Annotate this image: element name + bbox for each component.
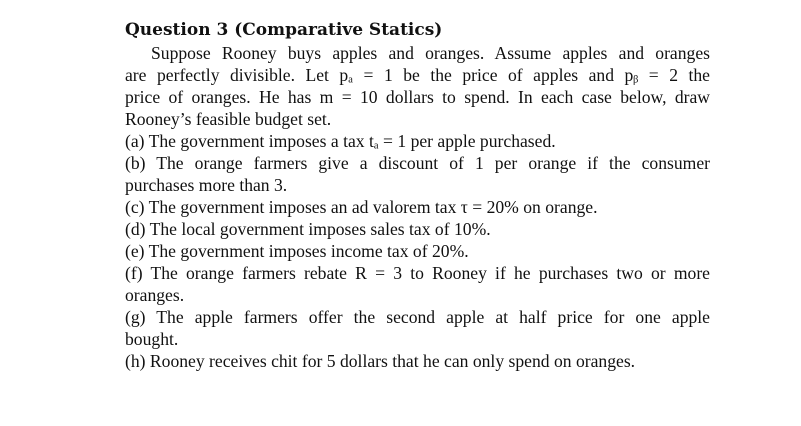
case-text: bought. [125,329,179,349]
case-text: (h) Rooney receives chit for 5 dollars that he can only spend on oranges. [125,351,636,371]
case-text: oranges. [125,285,185,305]
case-item-a [125,130,710,152]
intro-line: are perfectly divisible. Let pₐ = 1 be the price of apples and pᵦ = 2 the [125,65,710,85]
case-item-f [125,262,710,306]
case-text: (e) The government imposes income tax of 20%. [125,241,469,261]
case-text: purchases more than 3. [125,175,288,195]
intro-line: price of oranges. He has m = 10 dollars to spend. In each case below, draw [125,87,710,107]
case-text: (f) The orange farmers rebate R = 3 to Rooney if he purchases two or more [125,263,710,283]
case-text: (g) The apple farmers offer the second apple at half price for one apple [125,307,710,327]
case-item-d [125,218,710,240]
case-item-b [125,152,710,196]
case-item-g [125,306,710,350]
question-document [125,20,710,372]
case-text: (d) The local government imposes sales tax of 10%. [125,219,491,239]
intro-line: Suppose Rooney buys apples and oranges. Assume apples and oranges [151,43,710,63]
case-item-h [125,350,710,372]
case-item-c [125,196,710,218]
question-title: Question 3 (Comparative Statics) [125,20,443,40]
case-text: (b) The orange farmers give a discount of 1 per orange if the consumer [125,153,710,173]
case-item-e [125,240,710,262]
question-intro [125,42,710,130]
case-text: (a) The government imposes a tax tₐ = 1 per apple purchased. [125,131,556,151]
case-text: (c) The government imposes an ad valorem tax τ = 20% on orange. [125,197,598,217]
intro-line: Rooney’s feasible budget set. [125,109,332,129]
